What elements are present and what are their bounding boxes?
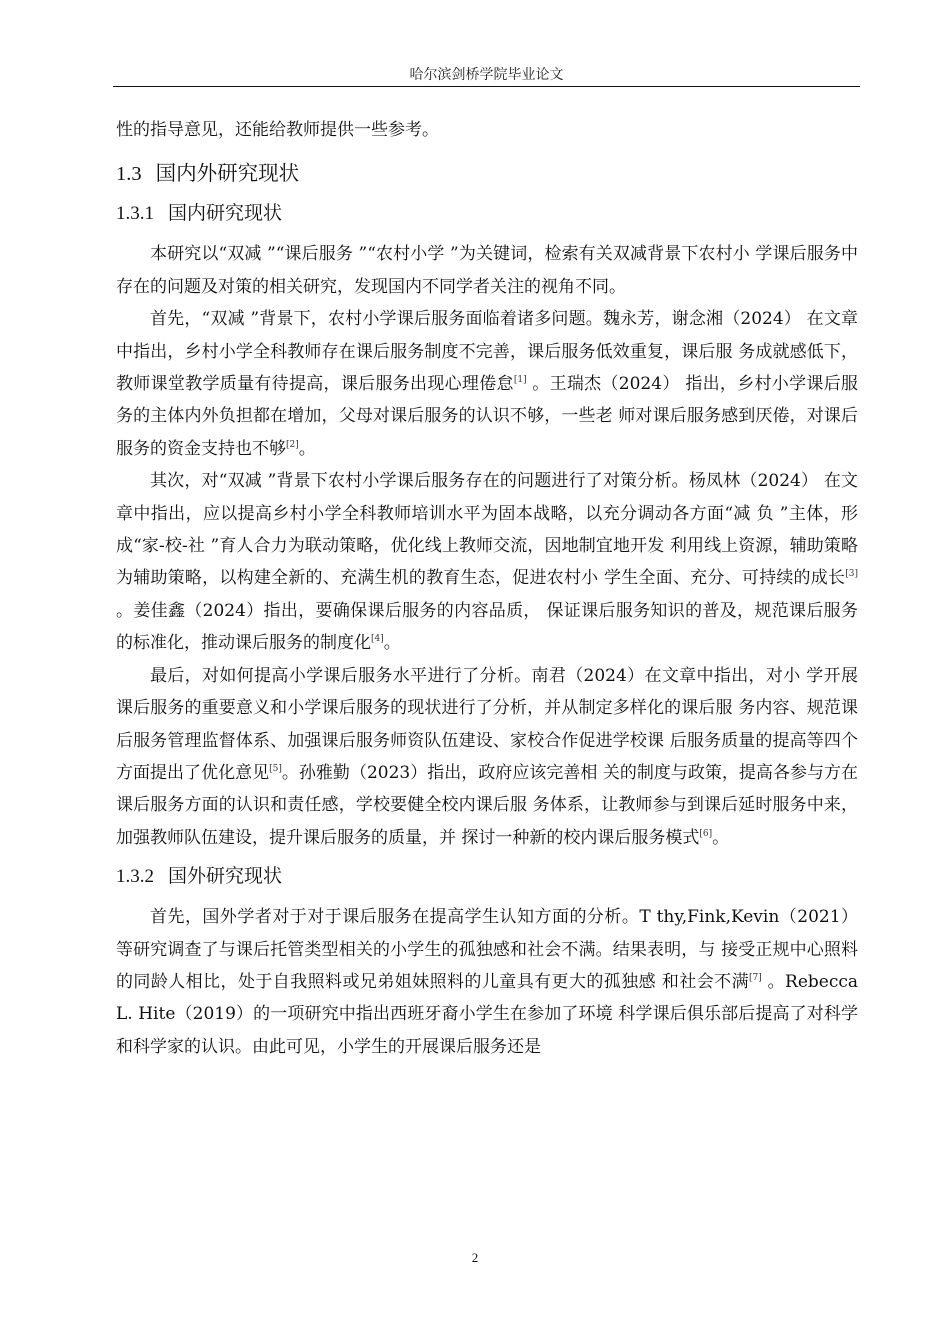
paragraph (116, 901, 858, 1063)
document-body (116, 114, 858, 1063)
header-rule (113, 86, 860, 87)
paragraph-text: 首先，“双减 ”背景下，农村小学课后服务面临着诸多问题。魏永芳，谢念湘（2024） 在文章中指出，乡村小学全科教师存在课后服务制度不完善，课后服务低效重复，课后服 务成就感低下，教师课堂教学质量有待提高，课后服务出现心理倦怠 (116, 309, 858, 395)
paragraph (116, 238, 858, 303)
page-header: 哈尔滨剑桥学院毕业论文 (409, 67, 564, 83)
citation: [5] (269, 763, 282, 774)
page-number: 2 (471, 1250, 479, 1265)
paragraph-text: 首先，国外学者对于对于课后服务在提高学生认知方面的分析。T thy,Fink,Kevin（2021）等研究调查了与课后托管类型相关的小学生的孤独感和社会不满。结果表明，与 接受正规中心照料的同龄人相比，处于自我照料或兄弟姐妹照料的儿童具有更大的孤独感 和社会不满 (116, 907, 858, 992)
paragraph-text: 。Rebecca L. Hite（2019）的一项研究中指出西班牙裔小学生在参加了环境 科学课后俱乐部后提高了对科学和科学家的认识。由此可见，小学生的开展课后服务还是 (116, 971, 858, 1057)
paragraph-text: 。 (298, 438, 316, 459)
subsection-number: 1.3.2 (116, 866, 154, 888)
paragraph-text: 。 (383, 633, 401, 654)
paragraph-text: 本研究以“双减 ”“课后服务 ”“农村小学 ”为关键词，检索有关双减背景下农村小 学课后服务中存在的问题及对策的相关研究，发现国内不同学者关注的视角不同。 (116, 244, 858, 297)
section-number: 1.3 (116, 163, 142, 186)
citation: [7] (749, 972, 762, 983)
citation: [2] (286, 439, 299, 450)
paragraph-text: 。孙雅勤（2023）指出，政府应该完善相 关的制度与政策，提高各参与方在课后服务方面的认识和责任感，学校要健全校内课后服 务体系，让教师参与到课后延时服务中来，加强教师队伍建设，提升课后服务的质量，并 探讨一种新的校内课后服务模式 (116, 762, 858, 848)
subsection-heading-domestic (116, 197, 858, 230)
paragraph (116, 660, 858, 854)
paragraph-text: 。王瑞杰（2024） 指出，乡村小学课后服务的主体内外负担都在增加，父母对课后服务的认识不够，一些老 师对课后服务感到厌倦，对课后服务的资金支持也不够 (116, 374, 858, 459)
citation: [3] (845, 569, 858, 580)
paragraph-text: 。 (712, 827, 730, 848)
intro-paragraph: 性的指导意见，还能给教师提供一些参考。 (116, 120, 439, 140)
citation: [6] (699, 828, 713, 839)
subsection-number: 1.3.1 (116, 203, 154, 225)
citation: [1] (513, 375, 527, 386)
paragraph (116, 465, 858, 659)
paragraph-text: 。姜佳鑫（2024）指出，要确保课后服务的内容品质， 保证课后服务知识的普及，规范课后服务的标准化，推动课后服务的制度化 (116, 600, 858, 654)
paragraph-text: 其次，对“双减 ”背景下农村小学课后服务存在的问题进行了对策分析。杨凤林（2024） 在文章中指出，应以提高乡村小学全科教师培训水平为固本战略，以充分调动各方面“减 负 ”主体，形成“家-校-社 ”育人合力为联动策略，优化线上教师交流，因地制宜地开发 利用线上资源，辅助策略为辅助策略，以构建全新的、充满生机的教育生态，促进农村小 学生全面、充分、可持续的成长 (116, 471, 858, 589)
paragraph-text: 最后，对如何提高小学课后服务水平进行了分析。南君（2024）在文章中指出，对小 学开展课后服务的重要意义和小学课后服务的现状进行了分析，并从制定多样化的课后服 务内容、规范课后服务管理监督体系、加强课后服务师资队伍建设、家校合作促进学校课 后服务质量的提高等四个方面提出了优化意见 (116, 665, 858, 783)
subsection-heading-foreign (116, 860, 858, 893)
citation: [4] (371, 634, 384, 645)
section-heading (116, 156, 858, 191)
subsection-title: 国外研究现状 (168, 865, 283, 888)
section-title: 国内外研究现状 (155, 161, 300, 186)
paragraph (116, 303, 858, 465)
subsection-title: 国内研究现状 (168, 202, 283, 225)
